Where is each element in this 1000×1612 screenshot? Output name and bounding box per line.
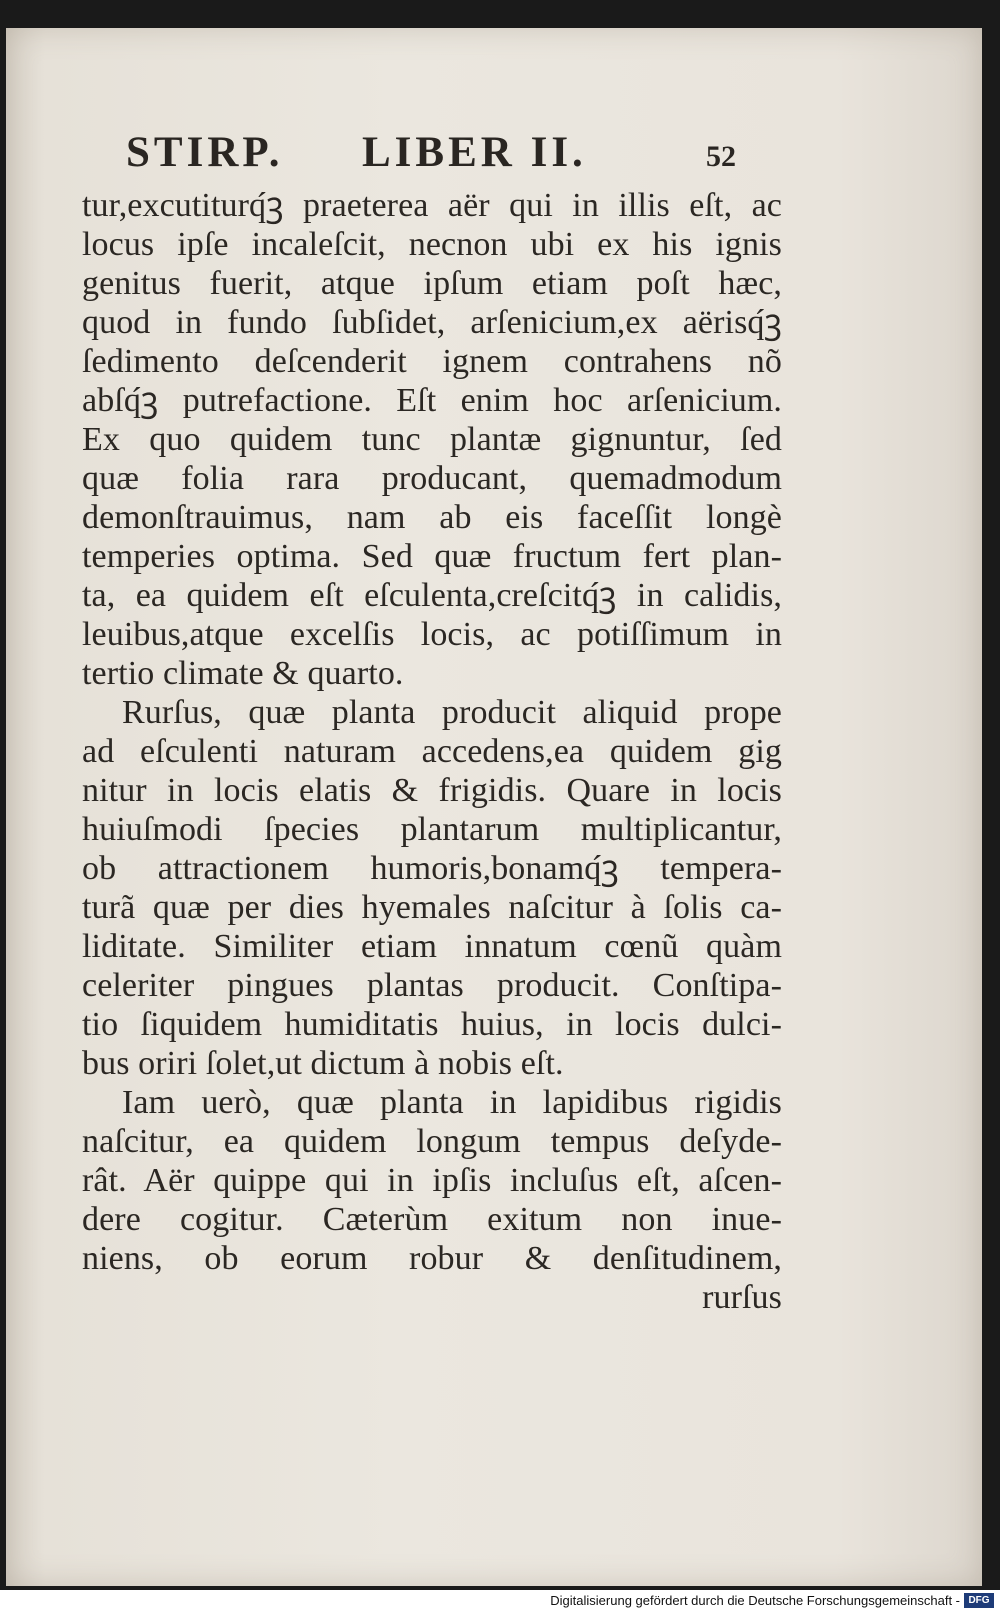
dfg-logo: DFG <box>964 1593 994 1608</box>
text-line: liditate. Similiter etiam innatum cœnũ quàm <box>82 928 782 965</box>
header-left: STIRP. <box>126 129 284 176</box>
footer-bar <box>0 1590 1000 1612</box>
text-line: Ex quo quidem tunc plantæ gignuntur, ſed <box>82 421 782 458</box>
text-line: naſcitur, ea quidem longum tempus deſyde- <box>82 1123 782 1160</box>
text-line: tur,excutiturq́ꝫ praeterea aër qui in illis eſt, ac <box>82 187 782 224</box>
body-text <box>82 186 782 1317</box>
paragraph-start-line: Rurſus, quæ planta producit aliquid prope <box>122 694 782 731</box>
text-line: genitus fuerit, atque ipſum etiam poſt hæc, <box>82 265 782 302</box>
book-page <box>6 28 982 1586</box>
text-line: abſq́ꝫ putrefactione. Eſt enim hoc arſenicium. <box>82 382 782 419</box>
text-line: ob attractionem humoris,bonamq́ꝫ tempera- <box>82 850 782 887</box>
header-center: LIBER II. <box>362 129 587 176</box>
text-line: nitur in locis elatis & frigidis. Quare in locis <box>82 772 782 809</box>
text-line: niens, ob eorum robur & denſitudinem, <box>82 1240 782 1277</box>
text-line: celeriter pingues plantas producit. Conſtipa- <box>82 967 782 1004</box>
text-line: locus ipſe incaleſcit, necnon ubi ex his ignis <box>82 226 782 263</box>
text-line: temperies optima. Sed quæ fructum fert plan- <box>82 538 782 575</box>
paragraph-start-line: Iam uerò, quæ planta in lapidibus rigidis <box>122 1084 782 1121</box>
text-line: demonſtrauimus, nam ab eis faceſſit longè <box>82 499 782 536</box>
text-line: turã quæ per dies hyemales naſcitur à ſolis ca- <box>82 889 782 926</box>
funding-credit: Digitalisierung gefördert durch die Deutsche Forschungsgemeinschaft - <box>550 1593 960 1608</box>
running-header <box>126 128 766 184</box>
text-line: tio ſiquidem humiditatis huius, in locis dulci- <box>82 1006 782 1043</box>
text-line: ta, ea quidem eſt eſculenta,creſcitq́ꝫ in calidis, <box>82 577 782 614</box>
catchword: rurſus <box>702 1279 782 1316</box>
text-line: tertio climate & quarto. <box>82 655 404 692</box>
text-line: quæ folia rara producant, quemadmodum <box>82 460 782 497</box>
page-number: 52 <box>706 140 736 173</box>
text-line: huiuſmodi ſpecies plantarum multiplicantur, <box>82 811 782 848</box>
text-line: quod in fundo ſubſidet, arſenicium,ex aërisq́ꝫ <box>82 304 782 341</box>
text-line: leuibus,atque excelſis locis, ac potiſſimum in <box>82 616 782 653</box>
text-line: ſedimento deſcenderit ignem contrahens nõ <box>82 343 782 380</box>
text-line: bus oriri ſolet,ut dictum à nobis eſt. <box>82 1045 564 1082</box>
text-line: rât. Aër quippe qui in ipſis incluſus eſt, aſcen- <box>82 1162 782 1199</box>
text-line: ad eſculenti naturam accedens,ea quidem gig <box>82 733 782 770</box>
text-line: dere cogitur. Cæterùm exitum non inue- <box>82 1201 782 1238</box>
